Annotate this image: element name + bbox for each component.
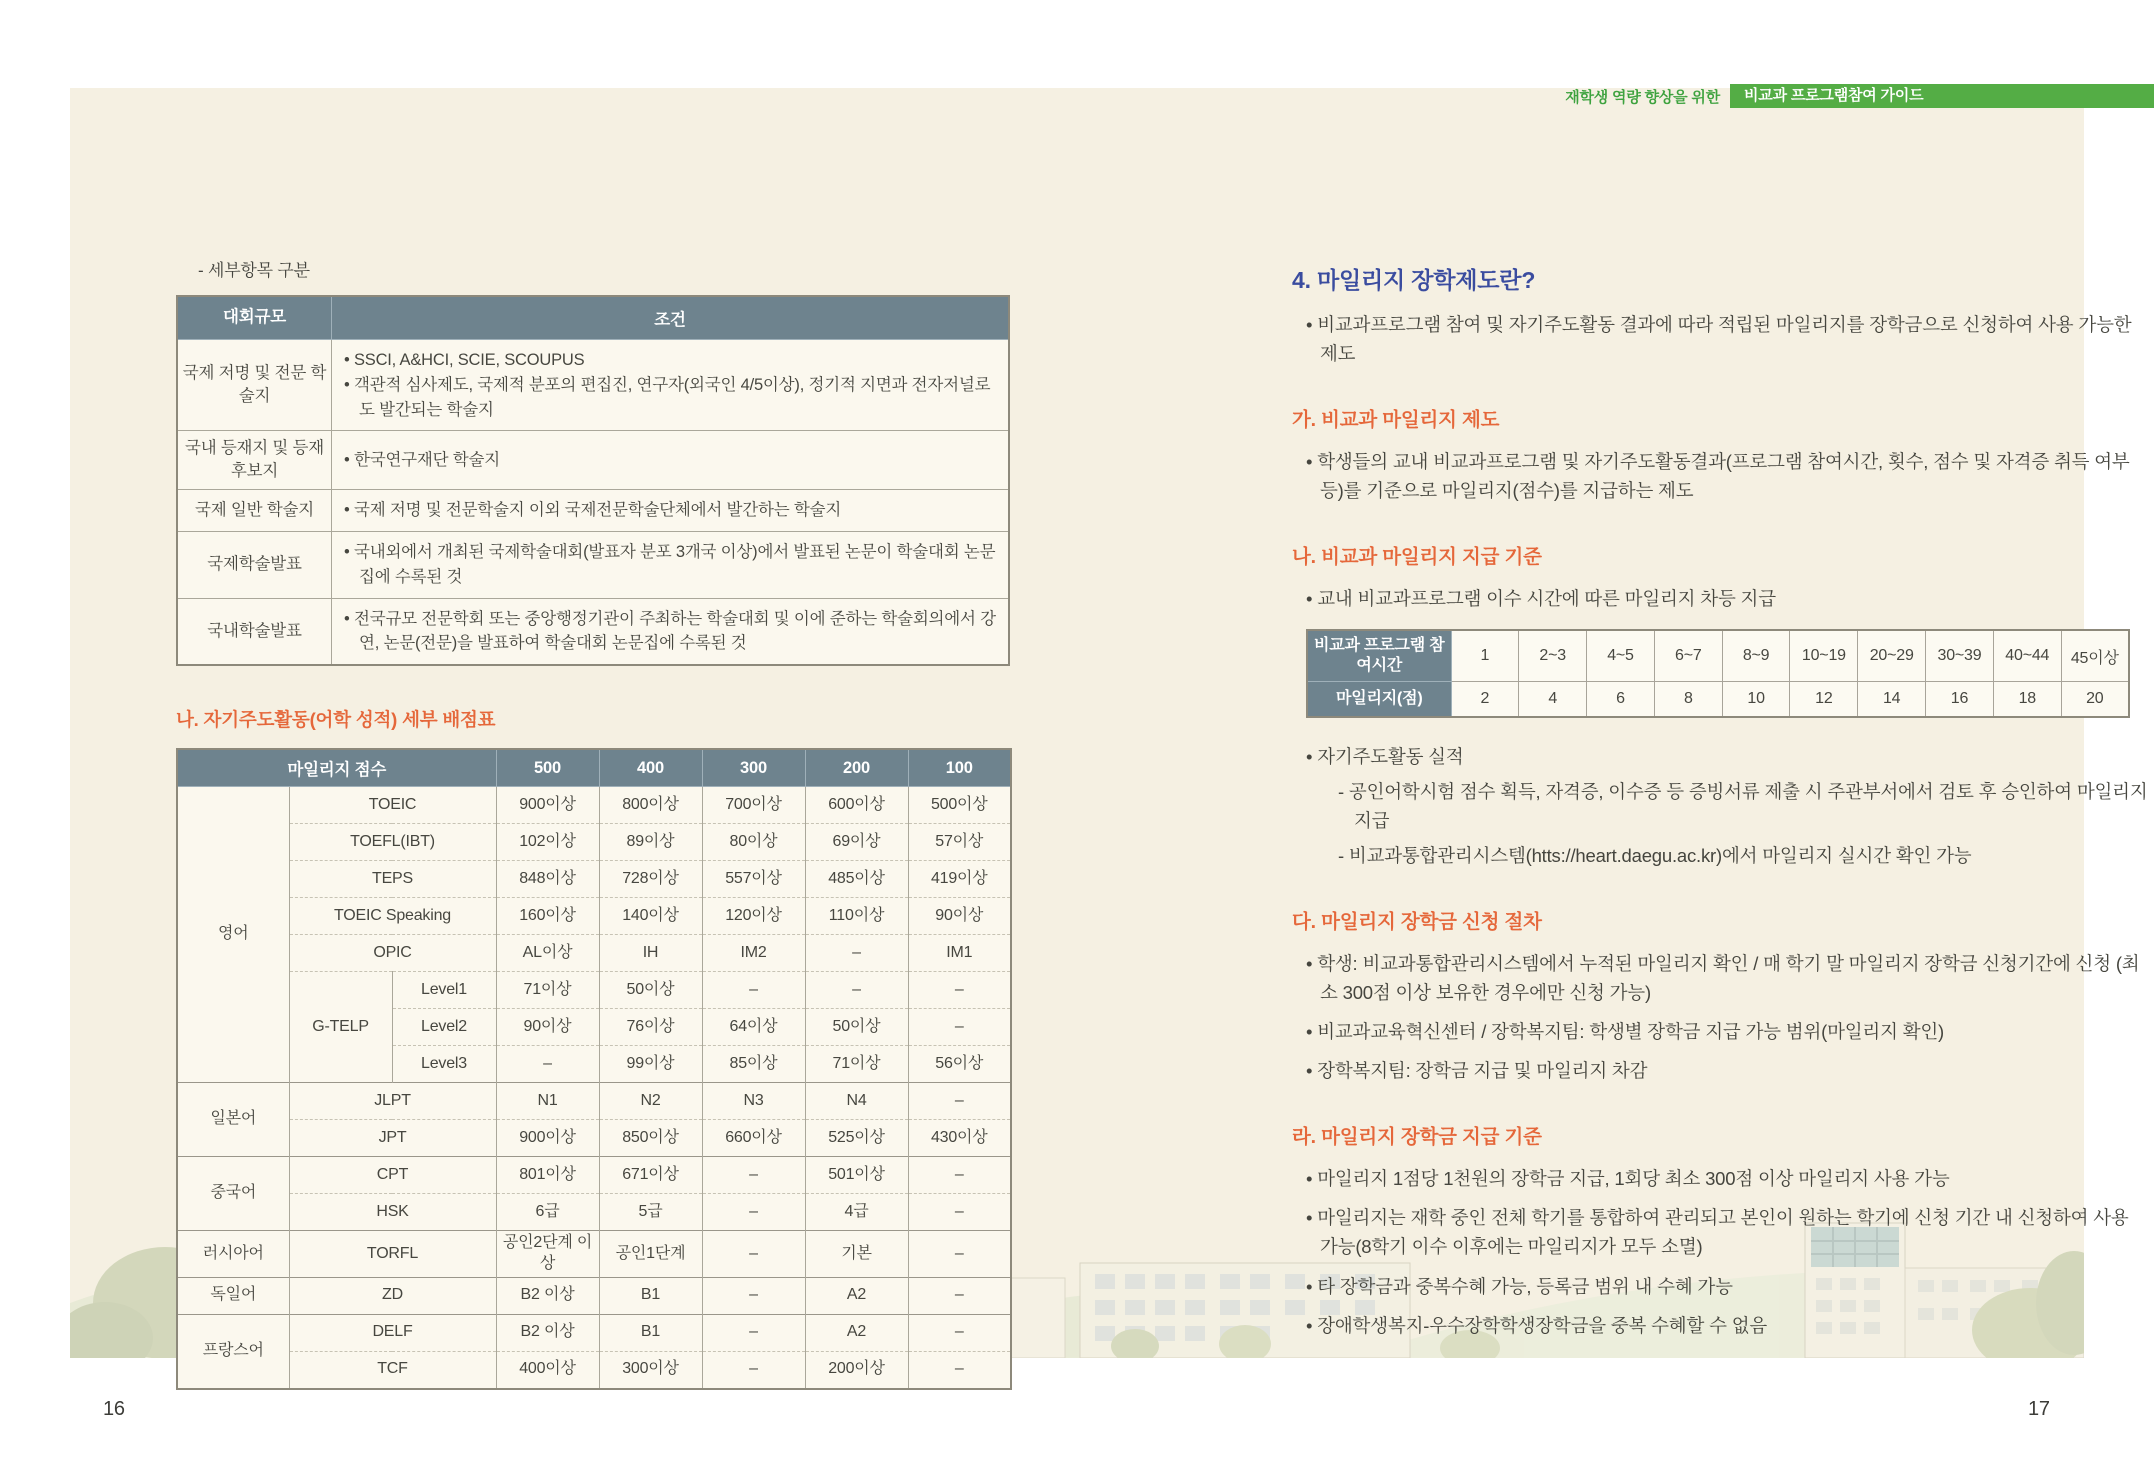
table-cell: 30~39 [1926, 630, 1994, 682]
table-cell: IM2 [702, 935, 805, 972]
table-cell: 89이상 [599, 824, 702, 861]
table-header-cell: 300 [702, 749, 805, 787]
table-cell [332, 532, 1010, 599]
bullet-item: • 마일리지 1점당 1천원의 장학금 지급, 1회당 최소 300점 이상 마일리지 사용 가능 [1306, 1164, 2150, 1193]
page-number-left: 16 [103, 1398, 125, 1420]
table-cell: 4급 [805, 1194, 908, 1231]
table-header-row [177, 296, 1009, 340]
table-row [1307, 630, 2129, 682]
table-cell: 660이상 [702, 1120, 805, 1157]
table-cell: 90이상 [496, 1009, 599, 1046]
table-row [177, 1157, 1011, 1194]
header-band [1565, 84, 2154, 108]
table-row [177, 787, 1011, 824]
table-row [177, 340, 1009, 431]
level-cell: Level1 [392, 972, 496, 1009]
sub-a-title: 가. 비교과 마일리지 제도 [1292, 409, 1500, 432]
table-cell: 500이상 [908, 787, 1011, 824]
test-cell: CPT [289, 1157, 496, 1194]
table-cell: 419이상 [908, 861, 1011, 898]
table-row [177, 598, 1009, 665]
table-cell: 4~5 [1587, 630, 1655, 682]
language-cell: 영어 [177, 787, 289, 1083]
mileage-hours-table [1306, 629, 2130, 718]
table-cell: 8~9 [1722, 630, 1790, 682]
table-cell: – [702, 1231, 805, 1278]
table-cell: N2 [599, 1083, 702, 1120]
table-cell: 600이상 [805, 787, 908, 824]
table-cell: 102이상 [496, 824, 599, 861]
bullet-item: • 비교과프로그램 참여 및 자기주도활동 결과에 따라 적립된 마일리지를 장학금으로 신청하여 사용 가능한 제도 [1306, 310, 2150, 368]
table-cell: – [908, 1157, 1011, 1194]
table-cell: – [908, 1314, 1011, 1351]
table-cell: 71이상 [496, 972, 599, 1009]
table-row [177, 1277, 1011, 1314]
table-cell: 1 [1451, 630, 1519, 682]
table-cell: 850이상 [599, 1120, 702, 1157]
table-header-cell: 마일리지 점수 [177, 749, 496, 787]
bullet-item: • 자기주도활동 실적 [1306, 742, 2150, 771]
table-cell: 국제 일반 학술지 [177, 490, 332, 532]
condition-item: • 국제 저명 및 전문학술지 이외 국제전문학술단체에서 발간하는 학술지 [344, 498, 996, 523]
table-row [177, 1314, 1011, 1351]
table-cell: 50이상 [599, 972, 702, 1009]
table-cell: – [908, 1083, 1011, 1120]
table-cell: 국제학술발표 [177, 532, 332, 599]
guide-spread [70, 88, 2148, 1378]
table-cell: – [702, 1194, 805, 1231]
table-cell: – [908, 1231, 1011, 1278]
table-cell: 501이상 [805, 1157, 908, 1194]
condition-item: • SSCI, A&HCI, SCIE, SCOUPUS [344, 348, 996, 373]
table-cell: 5급 [599, 1194, 702, 1231]
table-cell: 50이상 [805, 1009, 908, 1046]
test-cell: TOEIC Speaking [289, 898, 496, 935]
table-cell: – [496, 1046, 599, 1083]
table-cell: – [908, 972, 1011, 1009]
table-header-row [177, 749, 1011, 787]
table-cell: – [702, 1351, 805, 1389]
sub-c-title: 다. 마일리지 장학금 신청 절차 [1292, 911, 1542, 934]
table-cell: 8 [1654, 682, 1722, 718]
table-row [177, 532, 1009, 599]
table-cell: 40~44 [1993, 630, 2061, 682]
level-cell: Level3 [392, 1046, 496, 1083]
table-cell: N3 [702, 1083, 805, 1120]
table-cell: – [908, 1009, 1011, 1046]
table-cell: – [908, 1194, 1011, 1231]
table-row [177, 490, 1009, 532]
bullet-item: • 비교과교육혁신센터 / 장학복지팀: 학생별 장학금 지급 가능 범위(마일리지 확인) [1306, 1017, 2150, 1046]
table-cell: 900이상 [496, 787, 599, 824]
table-cell: 485이상 [805, 861, 908, 898]
sub-d-title: 라. 마일리지 장학금 지급 기준 [1292, 1126, 1542, 1149]
table-cell: – [702, 972, 805, 1009]
table-cell: 525이상 [805, 1120, 908, 1157]
table-row [1307, 682, 2129, 718]
table-cell [332, 431, 1010, 490]
table-row [177, 824, 1011, 861]
left-page [176, 256, 1010, 1390]
section4-title: 4. 마일리지 장학제도란? [1292, 267, 1536, 293]
table-row [177, 1120, 1011, 1157]
condition-item: • 전국규모 전문학회 또는 중앙행정기관이 주최하는 학술대회 및 이에 준하는 학술회의에서 강연, 논문(전문)을 발표하여 학술대회 논문집에 수록된 것 [344, 607, 996, 657]
table-cell: 300이상 [599, 1351, 702, 1389]
page-number-right: 17 [2028, 1398, 2050, 1420]
sub-bullet-item: - 공인어학시험 점수 획득, 자격증, 이수증 등 증빙서류 제출 시 주관부서에서 검토 후 승인하여 마일리지 지급 [1338, 777, 2150, 835]
table-header-cell: 200 [805, 749, 908, 787]
table-cell: B2 이상 [496, 1314, 599, 1351]
table-cell: 10~19 [1790, 630, 1858, 682]
table-cell: – [702, 1157, 805, 1194]
table-cell: 18 [1993, 682, 2061, 718]
condition-item: • 객관적 심사제도, 국제적 분포의 편집진, 연구자(외국인 4/5이상), 정기적 지면과 전자저널로도 발간되는 학술지 [344, 373, 996, 423]
bullet-item: • 교내 비교과프로그램 이수 시간에 따른 마일리지 차등 지급 [1306, 584, 2150, 613]
table-header-cell: 400 [599, 749, 702, 787]
table-cell: 국내 등재지 및 등재 후보지 [177, 431, 332, 490]
table-cell: 76이상 [599, 1009, 702, 1046]
table-cell: 6~7 [1654, 630, 1722, 682]
table-cell: 16 [1926, 682, 1994, 718]
table-cell [332, 490, 1010, 532]
table-cell: 90이상 [908, 898, 1011, 935]
test-cell: G-TELP [289, 972, 392, 1083]
table-row [177, 898, 1011, 935]
test-cell: JLPT [289, 1083, 496, 1120]
table-cell: 20~29 [1858, 630, 1926, 682]
table-cell: 57이상 [908, 824, 1011, 861]
table-cell: 12 [1790, 682, 1858, 718]
table-cell: 14 [1858, 682, 1926, 718]
table-cell: 20 [2061, 682, 2129, 718]
table-cell: A2 [805, 1277, 908, 1314]
table-cell: 10 [1722, 682, 1790, 718]
table-row [177, 935, 1011, 972]
table-cell: N1 [496, 1083, 599, 1120]
table-cell: – [805, 972, 908, 1009]
bullet-item: • 장학복지팀: 장학금 지급 및 마일리지 차감 [1306, 1056, 2150, 1085]
condition-item: • 국내외에서 개최된 국제학술대회(발표자 분포 3개국 이상)에서 발표된 논문이 학술대회 논문집에 수록된 것 [344, 540, 996, 590]
table-cell: IH [599, 935, 702, 972]
table-row [177, 861, 1011, 898]
table-cell: IM1 [908, 935, 1011, 972]
table-cell: 728이상 [599, 861, 702, 898]
table-cell: 120이상 [702, 898, 805, 935]
table-cell: N4 [805, 1083, 908, 1120]
section-b-title: 나. 자기주도활동(어학 성적) 세부 배점표 [176, 709, 496, 731]
table-cell: 900이상 [496, 1120, 599, 1157]
table-header-cell: 조건 [332, 296, 1010, 340]
journal-criteria-table [176, 295, 1010, 666]
table-cell: 110이상 [805, 898, 908, 935]
language-cell: 중국어 [177, 1157, 289, 1231]
table-cell: B2 이상 [496, 1277, 599, 1314]
table-cell: 801이상 [496, 1157, 599, 1194]
table-header-cell: 500 [496, 749, 599, 787]
test-cell: TEPS [289, 861, 496, 898]
sub-bullet-item: - 비교과통합관리시스템(htts://heart.daegu.ac.kr)에서 마일리지 실시간 확인 가능 [1338, 841, 2150, 870]
table-cell: 4 [1519, 682, 1587, 718]
table-cell: 국제 저명 및 전문 학술지 [177, 340, 332, 431]
test-cell: ZD [289, 1277, 496, 1314]
table-cell: 6 [1587, 682, 1655, 718]
table-cell: – [702, 1314, 805, 1351]
table-row [177, 1194, 1011, 1231]
condition-item: • 한국연구재단 학술지 [344, 448, 996, 473]
table-header-cell: 비교과 프로그램 참여시간 [1307, 630, 1451, 682]
table-cell [332, 598, 1010, 665]
language-cell: 일본어 [177, 1083, 289, 1157]
test-cell: DELF [289, 1314, 496, 1351]
detail-items-label: - 세부항목 구분 [198, 261, 310, 280]
table-cell: B1 [599, 1277, 702, 1314]
table-cell: 99이상 [599, 1046, 702, 1083]
table-header-cell: 마일리지(점) [1307, 682, 1451, 718]
test-cell: TORFL [289, 1231, 496, 1278]
table-cell: 기본 [805, 1231, 908, 1278]
table-row [177, 431, 1009, 490]
table-cell: AL이상 [496, 935, 599, 972]
test-cell: TCF [289, 1351, 496, 1389]
table-cell: 848이상 [496, 861, 599, 898]
table-cell: 2~3 [1519, 630, 1587, 682]
table-row [177, 972, 1011, 1009]
table-cell: 200이상 [805, 1351, 908, 1389]
table-header-cell: 대회규모 [177, 296, 332, 340]
table-cell: 80이상 [702, 824, 805, 861]
table-cell: 6급 [496, 1194, 599, 1231]
table-row [177, 1231, 1011, 1278]
table-cell: 64이상 [702, 1009, 805, 1046]
table-row [177, 1083, 1011, 1120]
table-cell: 557이상 [702, 861, 805, 898]
language-cell: 러시아어 [177, 1231, 289, 1278]
table-cell: 160이상 [496, 898, 599, 935]
test-cell: OPIC [289, 935, 496, 972]
table-cell: 400이상 [496, 1351, 599, 1389]
language-cell: 프랑스어 [177, 1314, 289, 1389]
table-cell: – [908, 1277, 1011, 1314]
table-cell: – [702, 1277, 805, 1314]
language-score-table [176, 748, 1012, 1390]
table-cell: 69이상 [805, 824, 908, 861]
right-page [1292, 262, 2150, 1340]
test-cell: JPT [289, 1120, 496, 1157]
table-cell: 공인2단계 이상 [496, 1231, 599, 1278]
header-tagline: 재학생 역량 향상을 위한 [1565, 88, 1720, 106]
table-cell: 85이상 [702, 1046, 805, 1083]
language-cell: 독일어 [177, 1277, 289, 1314]
table-cell: – [908, 1351, 1011, 1389]
table-cell: 800이상 [599, 787, 702, 824]
table-cell: 45이상 [2061, 630, 2129, 682]
table-cell: – [805, 935, 908, 972]
test-cell: TOEIC [289, 787, 496, 824]
table-cell: 2 [1451, 682, 1519, 718]
table-cell [332, 340, 1010, 431]
bullet-item: • 학생들의 교내 비교과프로그램 및 자기주도활동결과(프로그램 참여시간, 횟수, 점수 및 자격증 취득 여부 등)를 기준으로 마일리지(점수)를 지급하는 제도 [1306, 447, 2150, 505]
table-cell: 140이상 [599, 898, 702, 935]
table-cell: 430이상 [908, 1120, 1011, 1157]
bullet-item: • 타 장학금과 중복수혜 가능, 등록금 범위 내 수혜 가능 [1306, 1272, 2150, 1301]
table-cell: 671이상 [599, 1157, 702, 1194]
table-cell: 71이상 [805, 1046, 908, 1083]
table-cell: 700이상 [702, 787, 805, 824]
table-cell: 56이상 [908, 1046, 1011, 1083]
table-cell: A2 [805, 1314, 908, 1351]
test-cell: HSK [289, 1194, 496, 1231]
guide-badge: 비교과 프로그램참여 가이드 [1730, 84, 2154, 108]
bullet-item: • 학생: 비교과통합관리시스템에서 누적된 마일리지 확인 / 매 학기 말 마일리지 장학금 신청기간에 신청 (최소 300점 이상 보유한 경우에만 신청 가능) [1306, 949, 2150, 1007]
level-cell: Level2 [392, 1009, 496, 1046]
test-cell: TOEFL(IBT) [289, 824, 496, 861]
table-cell: 공인1단계 [599, 1231, 702, 1278]
table-header-cell: 100 [908, 749, 1011, 787]
table-row [177, 1351, 1011, 1389]
bullet-item: • 마일리지는 재학 중인 전체 학기를 통합하여 관리되고 본인이 원하는 학기에 신청 기간 내 신청하여 사용 가능(8학기 이수 이후에는 마일리지가 모두 소멸) [1306, 1203, 2150, 1261]
table-cell: 국내학술발표 [177, 598, 332, 665]
sub-b-title: 나. 비교과 마일리지 지급 기준 [1292, 546, 1542, 569]
table-cell: B1 [599, 1314, 702, 1351]
bullet-item: • 장애학생복지-우수장학학생장학금을 중복 수혜할 수 없음 [1306, 1311, 2150, 1340]
